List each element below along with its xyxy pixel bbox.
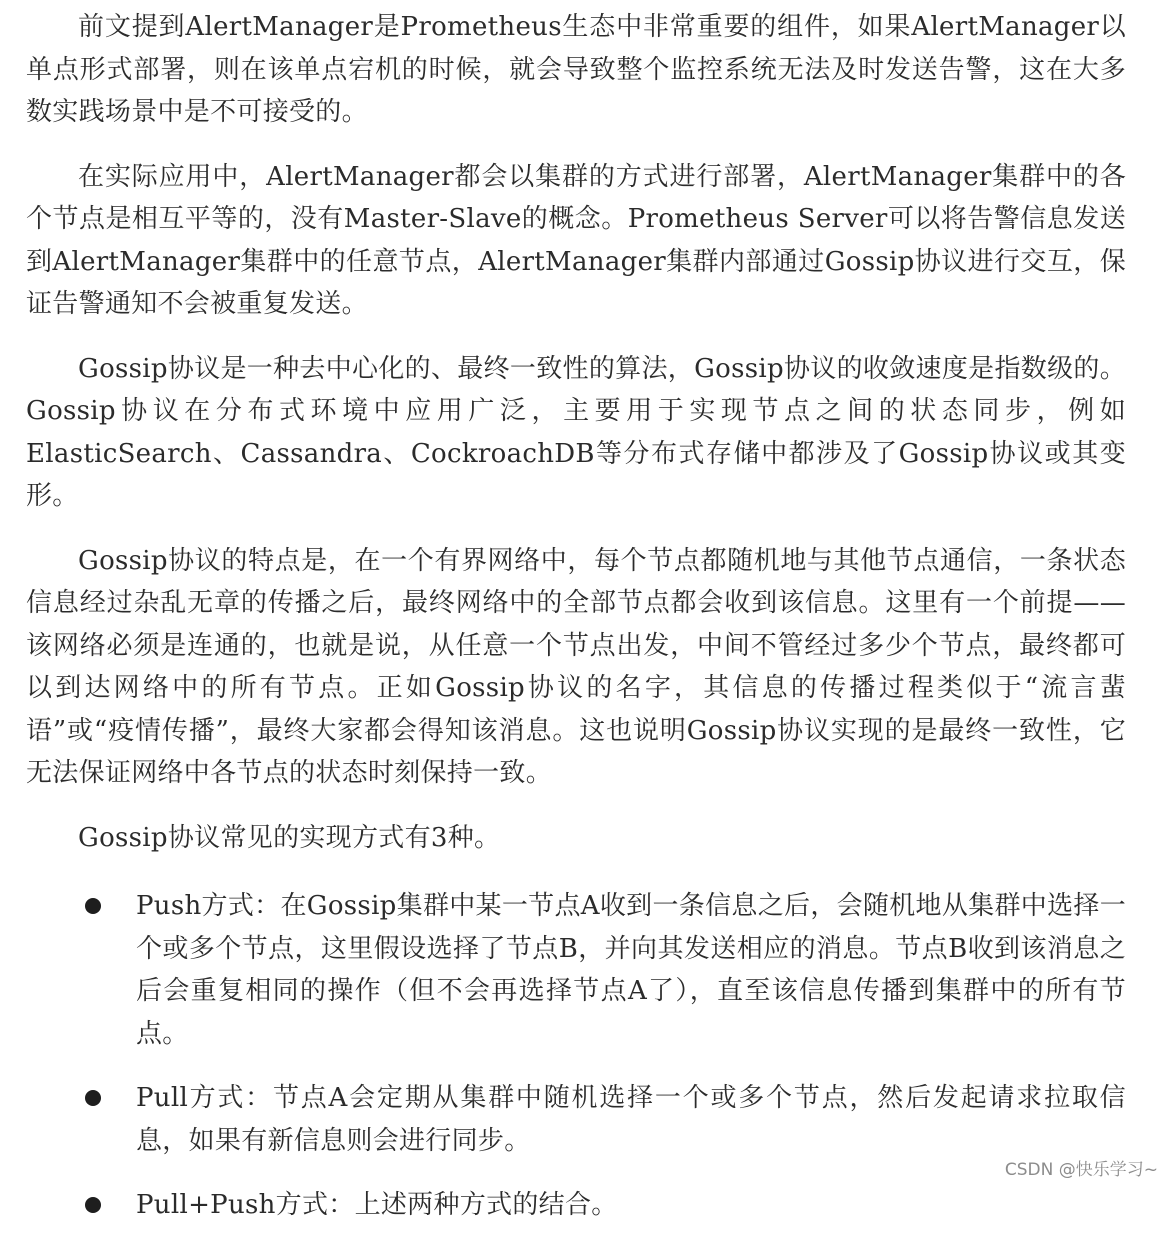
watermark: CSDN @快乐学习~ bbox=[1004, 1160, 1158, 1180]
list-item-pull-text: Pull方式：节点A会定期从集群中随机选择一个或多个节点，然后发起请求拉取信息，如果有新信息则会进行同步。 bbox=[136, 1083, 1126, 1156]
paragraph-alertmanager-cluster: 在实际应用中，AlertManager都会以集群的方式进行部署，AlertManager集群中的各个节点是相互平等的，没有Master-Slave的概念。Prometheus Server可以将告警信息发送到AlertManager集群中的任意节点，AlertManager集群内部通过Gossip协议进行交互，保证告警通知不会被重复发送。 bbox=[26, 161, 1126, 319]
bullet-dot-icon bbox=[85, 1197, 101, 1213]
list-item-push-text: Push方式：在Gossip集群中某一节点A收到一条信息之后，会随机地从集群中选择一个或多个节点，这里假设选择了节点B，并向其发送相应的消息。节点B收到该消息之后会重复相同的操作（但不会再选择节点A了），直至该信息传播到集群中的所有节点。 bbox=[136, 891, 1126, 1049]
paragraph-gossip-implementations: Gossip协议常见的实现方式有3种。 bbox=[78, 822, 501, 853]
document-page bbox=[26, 6, 1126, 1249]
list-item-push bbox=[26, 885, 1126, 1055]
paragraph-alertmanager-single-point: 前文提到AlertManager是Prometheus生态中非常重要的组件，如果AlertManager以单点形式部署，则在该单点宕机的时候，就会导致整个监控系统无法及时发送告警，这在大多数实践场景中是不可接受的。 bbox=[26, 12, 1126, 127]
bullet-dot-icon bbox=[85, 1090, 101, 1106]
list-item-pull-push bbox=[26, 1184, 1126, 1227]
bullet-dot-icon bbox=[85, 898, 101, 914]
paragraph-gossip-intro: Gossip协议是一种去中心化的、最终一致性的算法，Gossip协议的收敛速度是指数级的。Gossip协议在分布式环境中应用广泛，主要用于实现节点之间的状态同步，例如ElasticSearch、Cassandra、CockroachDB等分布式存储中都涉及了Gossip协议或其变形。 bbox=[26, 353, 1126, 511]
implementation-list bbox=[26, 885, 1126, 1227]
paragraph-gossip-features: Gossip协议的特点是，在一个有界网络中，每个节点都随机地与其他节点通信，一条状态信息经过杂乱无章的传播之后，最终网络中的全部节点都会收到该信息。这里有一个前提——该网络必须是连通的，也就是说，从任意一个节点出发，中间不管经过多少个节点，最终都可以到达网络中的所有节点。正如Gossip协议的名字，其信息的传播过程类似于“流言蜚语”或“疫情传播”，最终大家都会得知该消息。这也说明Gossip协议实现的是最终一致性，它无法保证网络中各节点的状态时刻保持一致。 bbox=[26, 545, 1126, 788]
list-item-pull bbox=[26, 1077, 1126, 1162]
list-item-pull-push-text: Pull+Push方式：上述两种方式的结合。 bbox=[136, 1190, 618, 1220]
